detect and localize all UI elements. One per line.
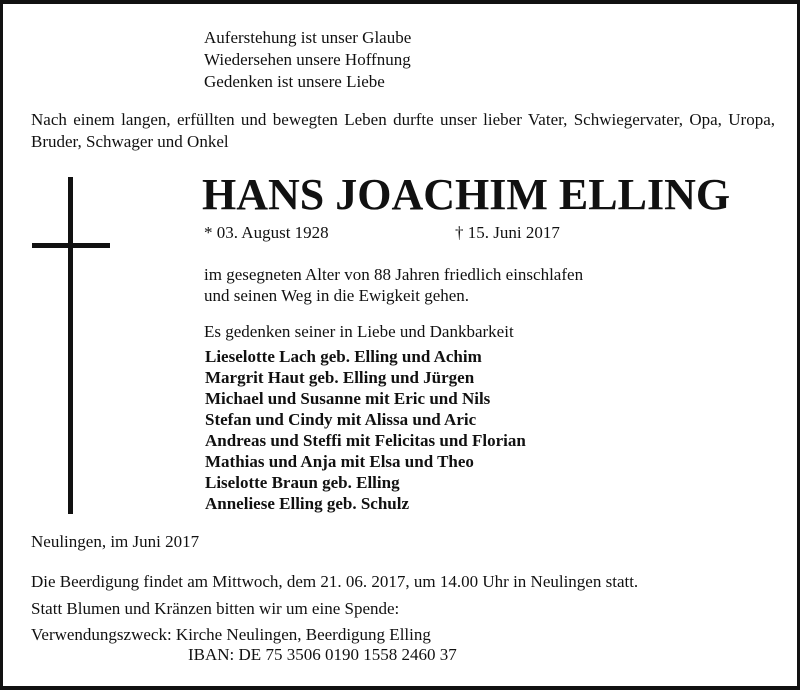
motto-line-2: Wiedersehen unsere Hoffnung — [204, 50, 411, 69]
funeral-info: Die Beerdigung findet am Mittwoch, dem 21. 06. 2017, um 14.00 Uhr in Neulingen statt. — [31, 572, 639, 591]
mourner-line: Mathias und Anja mit Elsa und Theo — [205, 452, 474, 471]
place-date: Neulingen, im Juni 2017 — [31, 532, 200, 551]
mourner-line: Margrit Haut geb. Elling und Jürgen — [205, 368, 475, 387]
donation-request: Statt Blumen und Kränzen bitten wir um eine Spende: — [31, 599, 400, 618]
iban: IBAN: DE 75 3506 0190 1558 2460 37 — [188, 645, 457, 664]
passing-text-line-2: und seinen Weg in die Ewigkeit gehen. — [204, 286, 470, 305]
mourner-line: Lieselotte Lach geb. Elling und Achim — [205, 347, 482, 366]
cross-icon-horizontal — [32, 243, 110, 248]
deceased-name: HANS JOACHIM ELLING — [202, 170, 731, 219]
birth-date: * 03. August 1928 — [204, 223, 329, 242]
motto-line-1: Auferstehung ist unser Glaube — [204, 28, 412, 47]
mourner-line: Liselotte Braun geb. Elling — [205, 473, 400, 492]
remembrance-text: Es gedenken seiner in Liebe und Dankbarkeit — [204, 322, 514, 341]
cross-icon-vertical — [68, 177, 73, 514]
mourner-line: Anneliese Elling geb. Schulz — [205, 494, 410, 513]
intro-text: Nach einem langen, erfüllten und bewegten Leben durfte unser lieber Vater, Schwiegervater, Opa, Uropa, Bruder, Schwager und Onkel — [31, 110, 775, 151]
passing-text-line-1: im gesegneten Alter von 88 Jahren friedlich einschlafen — [204, 265, 584, 284]
mourner-line: Michael und Susanne mit Eric und Nils — [205, 389, 491, 408]
mourner-line: Stefan und Cindy mit Alissa und Aric — [205, 410, 477, 429]
mourner-line: Andreas und Steffi mit Felicitas und Florian — [205, 431, 526, 450]
motto-line-3: Gedenken ist unsere Liebe — [204, 72, 385, 91]
death-date: † 15. Juni 2017 — [455, 223, 560, 242]
donation-purpose: Verwendungszweck: Kirche Neulingen, Beerdigung Elling — [31, 625, 431, 644]
